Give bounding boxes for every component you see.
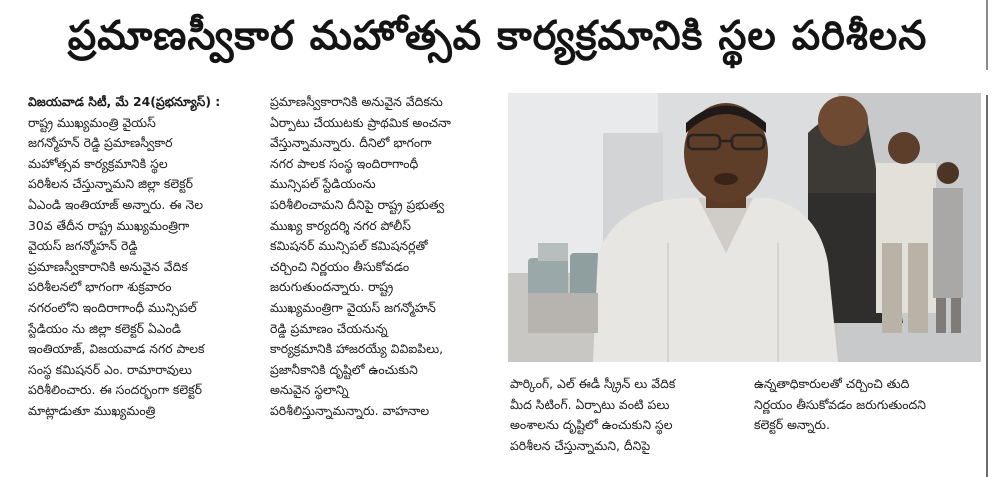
body-line: ముఖ్యమంత్రిగా వైయస్ జగన్మోహన్: [270, 299, 436, 315]
body-line: ప్రమాణస్వీకారానికి అనువైన వేదికను: [270, 94, 443, 109]
page-edge-rule: [986, 0, 989, 477]
body-line: పరిశీలించారు. ఈ సందర్భంగా కలెక్టర్: [28, 382, 202, 398]
body-line: స్టేడియం ను జిల్లా కలెక్టర్ ఏఎండి: [28, 320, 181, 336]
news-photo: [508, 93, 981, 362]
body-line: పార్కింగ్, ఎల్ ఈడీ స్క్రీన్ లు వేదిక: [510, 376, 676, 391]
body-line: రాష్ట్ర ముఖ్యమంత్రి వైయస్: [28, 114, 156, 130]
body-line: సంస్థ కమిషనర్ ఎం. రామారావులు: [28, 361, 192, 377]
body-line: నగర పాలక సంస్థ ఇందిరాగాంధీ: [270, 155, 419, 171]
article-column-2: [270, 92, 502, 422]
body-line: పరిశీలన చేస్తున్నామని జిల్లా కలెక్టర్: [28, 176, 193, 192]
body-line: పరిశీలించామని దీనిపై రాష్ట్ర ప్రభుత్వ: [270, 196, 445, 212]
body-line: జరుగుతుందన్నారు. రాష్ట్ర: [270, 279, 394, 295]
body-line: నిర్ణయం తీసుకోవడం జరుగుతుందని: [754, 396, 927, 412]
body-line: రెడ్డి ప్రమాణం చేయనున్న: [270, 320, 388, 336]
body-line: ఏర్పాటు చేయుటకు ప్రాథమిక అంచనా: [270, 114, 451, 130]
body-line: అంశాలను దృష్టిలో ఉంచుకుని స్థల: [510, 417, 673, 433]
body-line: మున్సిపల్ స్టేడియంను: [270, 176, 376, 192]
body-line: అనువైన స్థలాన్ని: [270, 382, 349, 398]
body-line: జగన్మోహన్ రెడ్డి ప్రమాణస్వీకార: [28, 135, 173, 151]
body-line: ప్రమాణస్వీకారానికి అనువైన వేదిక: [28, 258, 188, 274]
body-line: కలెక్టర్ అన్నారు.: [754, 417, 830, 433]
body-line: పరిశీలన చేస్తున్నామని, దీనిపై: [510, 437, 651, 453]
photo-illustration: [508, 93, 981, 362]
body-line: కమిషనర్ మున్సిపల్ కమిషనర్లతో: [270, 238, 428, 254]
body-line: కార్యక్రమానికి హాజరయ్యే వివిఐపిలు,: [270, 341, 444, 357]
body-line: పరిశీలిస్తున్నామన్నారు. వాహనాల: [270, 402, 430, 418]
body-line: ప్రజానీకానికి దృష్టిలో ఉంచుకుని: [270, 361, 418, 377]
body-line: ఉన్నతాధికారులతో చర్చించి తుది: [754, 376, 910, 391]
dateline: విజయవాడ సిటీ, మే 24(ప్రభన్యూస్) :: [28, 94, 221, 109]
body-line: పరిశీలనలో భాగంగా శుక్రవారం: [28, 279, 172, 295]
body-line: మహోత్సవ కార్యక్రమానికి స్థల: [28, 155, 168, 171]
article-column-4: [754, 374, 980, 436]
body-line: ముఖ్య కార్యదర్శి నగర పోలీస్: [270, 217, 411, 233]
article-column-3: [510, 374, 740, 456]
body-line: ఏఎండి ఇంతియాజ్ అన్నారు. ఈ నెల: [28, 196, 203, 212]
body-line: చర్చించి నిర్ణయం తీసుకోవడం: [270, 258, 410, 274]
body-line: ఇంతియాజ్, విజయవాడ నగర పాలక: [28, 341, 205, 357]
body-line: వేస్తున్నామన్నారు. దీనిలో భాగంగా: [270, 135, 432, 151]
body-line: వైయస్ జగన్మోహన్ రెడ్డి: [28, 238, 138, 254]
article-column-1: [28, 92, 250, 422]
headline: ప్రమాణస్వీకార మహోత్సవ కార్యక్రమానికి స్థల పరిశీలన: [67, 13, 928, 59]
body-line: మీద సిటింగ్. ఏర్పాటు వంటి పలు: [510, 396, 670, 412]
body-line: నగరంలోని ఇందిరాగాంధీ మున్సిపల్: [28, 299, 197, 315]
body-line: 30వ తేదీన రాష్ట్ర ముఖ్యమంత్రిగా: [28, 217, 190, 233]
body-line: మాట్లాడుతూ ముఖ్యమంత్రి: [28, 402, 156, 418]
